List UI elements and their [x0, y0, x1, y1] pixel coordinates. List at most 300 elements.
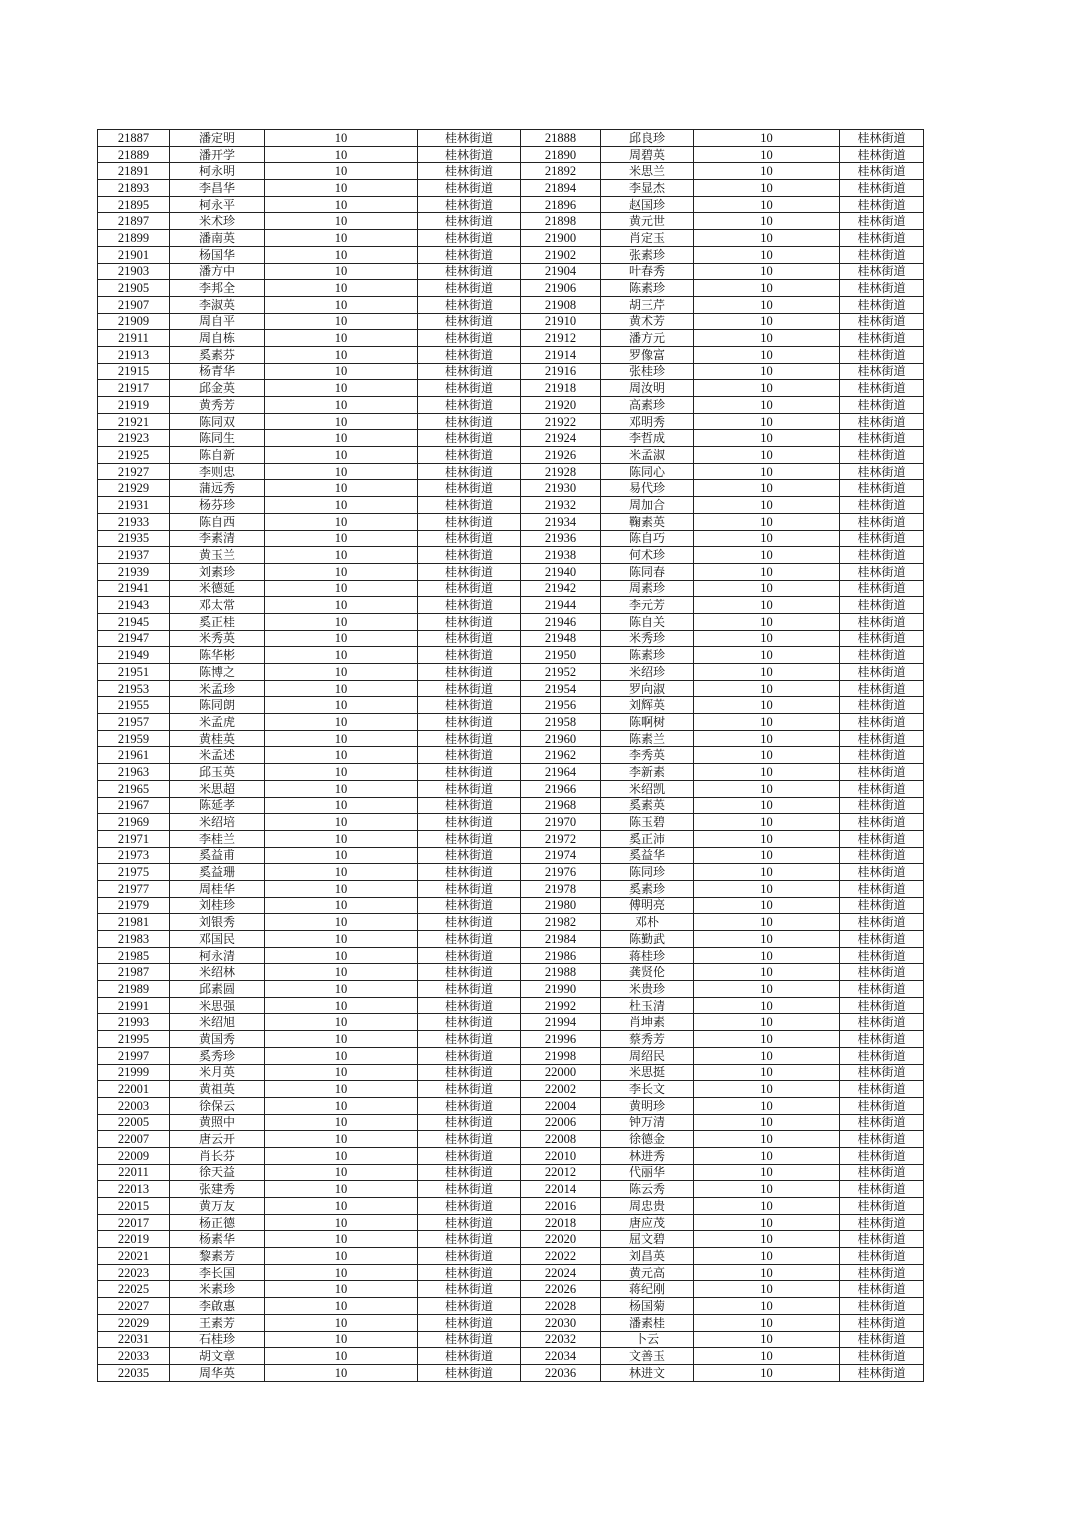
name-cell: 奚正桂: [170, 613, 265, 630]
street-cell: 桂林街道: [840, 630, 924, 647]
serial-cell: 21942: [521, 580, 601, 597]
name-cell: 李长文: [601, 1081, 694, 1098]
serial-cell: 21959: [98, 730, 170, 747]
name-cell: 潘素桂: [601, 1314, 694, 1331]
name-cell: 李秀英: [601, 747, 694, 764]
amount-cell: 10: [265, 180, 418, 197]
name-cell: 林进秀: [601, 1147, 694, 1164]
serial-cell: 21940: [521, 563, 601, 580]
name-cell: 李元芳: [601, 597, 694, 614]
street-cell: 桂林街道: [418, 513, 521, 530]
name-cell: 黄秀芳: [170, 397, 265, 414]
serial-cell: 21921: [98, 413, 170, 430]
name-cell: 杨芬珍: [170, 497, 265, 514]
amount-cell: 10: [265, 697, 418, 714]
table-row: [98, 563, 924, 580]
name-cell: 邱玉英: [170, 764, 265, 781]
serial-cell: 21950: [521, 647, 601, 664]
amount-cell: 10: [694, 146, 840, 163]
street-cell: 桂林街道: [418, 897, 521, 914]
name-cell: 胡三芹: [601, 296, 694, 313]
table-row: [98, 1214, 924, 1231]
street-cell: 桂林街道: [840, 1198, 924, 1215]
amount-cell: 10: [694, 730, 840, 747]
amount-cell: 10: [265, 363, 418, 380]
serial-cell: 21990: [521, 981, 601, 998]
street-cell: 桂林街道: [840, 497, 924, 514]
amount-cell: 10: [694, 230, 840, 247]
amount-cell: 10: [694, 714, 840, 731]
serial-cell: 21978: [521, 880, 601, 897]
serial-cell: 21948: [521, 630, 601, 647]
serial-cell: 21939: [98, 563, 170, 580]
serial-cell: 22010: [521, 1147, 601, 1164]
serial-cell: 21952: [521, 664, 601, 681]
amount-cell: 10: [694, 864, 840, 881]
amount-cell: 10: [694, 897, 840, 914]
name-cell: 陈素珍: [601, 280, 694, 297]
serial-cell: 21979: [98, 897, 170, 914]
amount-cell: 10: [694, 814, 840, 831]
serial-cell: 21938: [521, 547, 601, 564]
amount-cell: 10: [694, 880, 840, 897]
street-cell: 桂林街道: [418, 747, 521, 764]
name-cell: 陈自新: [170, 447, 265, 464]
serial-cell: 21941: [98, 580, 170, 597]
name-cell: 黄元世: [601, 213, 694, 230]
table-row: [98, 1314, 924, 1331]
serial-cell: 22017: [98, 1214, 170, 1231]
table-row: [98, 830, 924, 847]
serial-cell: 21994: [521, 1014, 601, 1031]
name-cell: 米思兰: [601, 163, 694, 180]
street-cell: 桂林街道: [418, 1147, 521, 1164]
table-row: [98, 1198, 924, 1215]
serial-cell: 22030: [521, 1314, 601, 1331]
street-cell: 桂林街道: [418, 864, 521, 881]
serial-cell: 22019: [98, 1231, 170, 1248]
name-cell: 米绍培: [170, 814, 265, 831]
serial-cell: 21892: [521, 163, 601, 180]
name-cell: 米绍凯: [601, 780, 694, 797]
street-cell: 桂林街道: [418, 1364, 521, 1381]
amount-cell: 10: [694, 830, 840, 847]
serial-cell: 21968: [521, 797, 601, 814]
table-row: [98, 246, 924, 263]
serial-cell: 21982: [521, 914, 601, 931]
name-cell: 邓明秀: [601, 413, 694, 430]
name-cell: 陈同朗: [170, 697, 265, 714]
serial-cell: 21929: [98, 480, 170, 497]
table-row: [98, 363, 924, 380]
name-cell: 徐天益: [170, 1164, 265, 1181]
table-row: [98, 1364, 924, 1381]
amount-cell: 10: [265, 664, 418, 681]
amount-cell: 10: [265, 1314, 418, 1331]
name-cell: 潘方中: [170, 263, 265, 280]
serial-cell: 21891: [98, 163, 170, 180]
street-cell: 桂林街道: [840, 1331, 924, 1348]
amount-cell: 10: [265, 497, 418, 514]
amount-cell: 10: [694, 1298, 840, 1315]
amount-cell: 10: [265, 714, 418, 731]
name-cell: 陈自巧: [601, 530, 694, 547]
name-cell: 陈啊树: [601, 714, 694, 731]
name-cell: 米秀珍: [601, 630, 694, 647]
name-cell: 陈博之: [170, 664, 265, 681]
amount-cell: 10: [265, 263, 418, 280]
street-cell: 桂林街道: [840, 580, 924, 597]
name-cell: 米德延: [170, 580, 265, 597]
street-cell: 桂林街道: [840, 563, 924, 580]
name-cell: 邱良珍: [601, 130, 694, 147]
name-cell: 石桂珍: [170, 1331, 265, 1348]
amount-cell: 10: [694, 1198, 840, 1215]
serial-cell: 21987: [98, 964, 170, 981]
street-cell: 桂林街道: [418, 947, 521, 964]
amount-cell: 10: [694, 346, 840, 363]
name-cell: 何术珍: [601, 547, 694, 564]
amount-cell: 10: [265, 1081, 418, 1098]
amount-cell: 10: [694, 497, 840, 514]
amount-cell: 10: [694, 947, 840, 964]
table-row: [98, 747, 924, 764]
amount-cell: 10: [265, 146, 418, 163]
street-cell: 桂林街道: [840, 280, 924, 297]
name-cell: 李显杰: [601, 180, 694, 197]
street-cell: 桂林街道: [418, 1064, 521, 1081]
serial-cell: 21894: [521, 180, 601, 197]
name-cell: 叶春秀: [601, 263, 694, 280]
serial-cell: 21973: [98, 847, 170, 864]
amount-cell: 10: [265, 1198, 418, 1215]
name-cell: 柯永清: [170, 947, 265, 964]
amount-cell: 10: [694, 1114, 840, 1131]
amount-cell: 10: [265, 547, 418, 564]
table-row: [98, 1248, 924, 1265]
street-cell: 桂林街道: [840, 1348, 924, 1365]
street-cell: 桂林街道: [840, 1298, 924, 1315]
table-row: [98, 597, 924, 614]
name-cell: 奚素芬: [170, 346, 265, 363]
serial-cell: 22034: [521, 1348, 601, 1365]
table-row: [98, 1147, 924, 1164]
amount-cell: 10: [265, 1181, 418, 1198]
amount-cell: 10: [694, 530, 840, 547]
name-cell: 李哲成: [601, 430, 694, 447]
amount-cell: 10: [265, 1348, 418, 1365]
serial-cell: 21920: [521, 397, 601, 414]
name-cell: 奚益甫: [170, 847, 265, 864]
amount-cell: 10: [694, 563, 840, 580]
serial-cell: 22022: [521, 1248, 601, 1265]
street-cell: 桂林街道: [418, 680, 521, 697]
amount-cell: 10: [694, 1314, 840, 1331]
amount-cell: 10: [265, 1164, 418, 1181]
serial-cell: 21971: [98, 830, 170, 847]
serial-cell: 21934: [521, 513, 601, 530]
name-cell: 米孟述: [170, 747, 265, 764]
amount-cell: 10: [265, 480, 418, 497]
serial-cell: 21986: [521, 947, 601, 964]
serial-cell: 21937: [98, 547, 170, 564]
serial-cell: 21897: [98, 213, 170, 230]
street-cell: 桂林街道: [840, 730, 924, 747]
table-row: [98, 1097, 924, 1114]
serial-cell: 21975: [98, 864, 170, 881]
street-cell: 桂林街道: [840, 363, 924, 380]
serial-cell: 22011: [98, 1164, 170, 1181]
serial-cell: 21996: [521, 1031, 601, 1048]
amount-cell: 10: [265, 413, 418, 430]
street-cell: 桂林街道: [418, 797, 521, 814]
name-cell: 李啟惠: [170, 1298, 265, 1315]
street-cell: 桂林街道: [840, 447, 924, 464]
serial-cell: 21895: [98, 196, 170, 213]
serial-cell: 21995: [98, 1031, 170, 1048]
name-cell: 米素珍: [170, 1281, 265, 1298]
name-cell: 米术珍: [170, 213, 265, 230]
amount-cell: 10: [694, 997, 840, 1014]
table-row: [98, 580, 924, 597]
name-cell: 周忠贵: [601, 1198, 694, 1215]
street-cell: 桂林街道: [418, 547, 521, 564]
amount-cell: 10: [694, 513, 840, 530]
name-cell: 周自平: [170, 313, 265, 330]
name-cell: 王素芳: [170, 1314, 265, 1331]
table-row: [98, 380, 924, 397]
street-cell: 桂林街道: [840, 764, 924, 781]
name-cell: 奚素英: [601, 797, 694, 814]
amount-cell: 10: [265, 814, 418, 831]
street-cell: 桂林街道: [840, 864, 924, 881]
name-cell: 米绍旭: [170, 1014, 265, 1031]
amount-cell: 10: [265, 1014, 418, 1031]
street-cell: 桂林街道: [418, 246, 521, 263]
name-cell: 钟万清: [601, 1114, 694, 1131]
name-cell: 邓太常: [170, 597, 265, 614]
name-cell: 杨素华: [170, 1231, 265, 1248]
name-cell: 李新素: [601, 764, 694, 781]
table-row: [98, 296, 924, 313]
amount-cell: 10: [265, 130, 418, 147]
amount-cell: 10: [694, 847, 840, 864]
amount-cell: 10: [694, 246, 840, 263]
amount-cell: 10: [265, 730, 418, 747]
table-row: [98, 1181, 924, 1198]
amount-cell: 10: [694, 1364, 840, 1381]
table-row: [98, 1264, 924, 1281]
street-cell: 桂林街道: [840, 346, 924, 363]
table-row: [98, 1131, 924, 1148]
table-row: [98, 1114, 924, 1131]
name-cell: 杨正德: [170, 1214, 265, 1231]
name-cell: 周自栋: [170, 330, 265, 347]
street-cell: 桂林街道: [840, 263, 924, 280]
amount-cell: 10: [694, 413, 840, 430]
serial-cell: 22005: [98, 1114, 170, 1131]
name-cell: 陈勤武: [601, 931, 694, 948]
table-row: [98, 530, 924, 547]
name-cell: 高素珍: [601, 397, 694, 414]
name-cell: 周碧英: [601, 146, 694, 163]
amount-cell: 10: [265, 296, 418, 313]
serial-cell: 22000: [521, 1064, 601, 1081]
street-cell: 桂林街道: [840, 1314, 924, 1331]
street-cell: 桂林街道: [840, 463, 924, 480]
name-cell: 唐云开: [170, 1131, 265, 1148]
street-cell: 桂林街道: [418, 263, 521, 280]
amount-cell: 10: [265, 1214, 418, 1231]
serial-cell: 22035: [98, 1364, 170, 1381]
amount-cell: 10: [265, 1331, 418, 1348]
street-cell: 桂林街道: [840, 947, 924, 964]
serial-cell: 21966: [521, 780, 601, 797]
amount-cell: 10: [265, 463, 418, 480]
table-row: [98, 914, 924, 931]
street-cell: 桂林街道: [840, 747, 924, 764]
street-cell: 桂林街道: [418, 280, 521, 297]
name-cell: 奚素珍: [601, 880, 694, 897]
serial-cell: 21988: [521, 964, 601, 981]
serial-cell: 22036: [521, 1364, 601, 1381]
street-cell: 桂林街道: [840, 680, 924, 697]
serial-cell: 21999: [98, 1064, 170, 1081]
street-cell: 桂林街道: [418, 213, 521, 230]
name-cell: 邓国民: [170, 931, 265, 948]
street-cell: 桂林街道: [418, 1014, 521, 1031]
name-cell: 卜云: [601, 1331, 694, 1348]
street-cell: 桂林街道: [418, 764, 521, 781]
name-cell: 蒲远秀: [170, 480, 265, 497]
name-cell: 胡文章: [170, 1348, 265, 1365]
street-cell: 桂林街道: [418, 430, 521, 447]
amount-cell: 10: [265, 914, 418, 931]
amount-cell: 10: [694, 1047, 840, 1064]
amount-cell: 10: [694, 1164, 840, 1181]
amount-cell: 10: [265, 680, 418, 697]
name-cell: 陈华彬: [170, 647, 265, 664]
name-cell: 柯永明: [170, 163, 265, 180]
amount-cell: 10: [694, 397, 840, 414]
table-row: [98, 1164, 924, 1181]
amount-cell: 10: [265, 1248, 418, 1265]
amount-cell: 10: [694, 580, 840, 597]
name-cell: 李则忠: [170, 463, 265, 480]
serial-cell: 22012: [521, 1164, 601, 1181]
table-row: [98, 630, 924, 647]
serial-cell: 21974: [521, 847, 601, 864]
street-cell: 桂林街道: [418, 480, 521, 497]
serial-cell: 21972: [521, 830, 601, 847]
serial-cell: 21926: [521, 447, 601, 464]
amount-cell: 10: [265, 163, 418, 180]
serial-cell: 21957: [98, 714, 170, 731]
table-row: [98, 1031, 924, 1048]
serial-cell: 22031: [98, 1331, 170, 1348]
street-cell: 桂林街道: [418, 997, 521, 1014]
serial-cell: 21961: [98, 747, 170, 764]
amount-cell: 10: [694, 697, 840, 714]
serial-cell: 22028: [521, 1298, 601, 1315]
amount-cell: 10: [694, 964, 840, 981]
name-cell: 周绍民: [601, 1047, 694, 1064]
amount-cell: 10: [694, 1231, 840, 1248]
street-cell: 桂林街道: [840, 1181, 924, 1198]
amount-cell: 10: [694, 213, 840, 230]
amount-cell: 10: [694, 547, 840, 564]
street-cell: 桂林街道: [418, 146, 521, 163]
street-cell: 桂林街道: [418, 1264, 521, 1281]
amount-cell: 10: [265, 1114, 418, 1131]
street-cell: 桂林街道: [418, 497, 521, 514]
name-cell: 张建秀: [170, 1181, 265, 1198]
table-row: [98, 697, 924, 714]
serial-cell: 21910: [521, 313, 601, 330]
name-cell: 米贵珍: [601, 981, 694, 998]
street-cell: 桂林街道: [418, 163, 521, 180]
name-cell: 徐德金: [601, 1131, 694, 1148]
street-cell: 桂林街道: [418, 630, 521, 647]
name-cell: 蒋桂珍: [601, 947, 694, 964]
amount-cell: 10: [265, 346, 418, 363]
street-cell: 桂林街道: [418, 847, 521, 864]
street-cell: 桂林街道: [840, 997, 924, 1014]
amount-cell: 10: [265, 797, 418, 814]
serial-cell: 21947: [98, 630, 170, 647]
amount-cell: 10: [694, 647, 840, 664]
name-cell: 陈同珍: [601, 864, 694, 881]
amount-cell: 10: [265, 764, 418, 781]
name-cell: 黄照中: [170, 1114, 265, 1131]
name-cell: 陈同双: [170, 413, 265, 430]
street-cell: 桂林街道: [840, 1014, 924, 1031]
serial-cell: 21930: [521, 480, 601, 497]
name-cell: 刘昌英: [601, 1248, 694, 1265]
table-row: [98, 1064, 924, 1081]
name-cell: 周桂华: [170, 880, 265, 897]
serial-cell: 21911: [98, 330, 170, 347]
amount-cell: 10: [694, 180, 840, 197]
serial-cell: 22024: [521, 1264, 601, 1281]
amount-cell: 10: [265, 880, 418, 897]
table-row: [98, 547, 924, 564]
name-cell: 陈云秀: [601, 1181, 694, 1198]
street-cell: 桂林街道: [840, 513, 924, 530]
amount-cell: 10: [265, 563, 418, 580]
street-cell: 桂林街道: [840, 530, 924, 547]
amount-cell: 10: [265, 864, 418, 881]
amount-cell: 10: [694, 914, 840, 931]
serial-cell: 21922: [521, 413, 601, 430]
table-row: [98, 864, 924, 881]
name-cell: 周汝明: [601, 380, 694, 397]
serial-cell: 21951: [98, 664, 170, 681]
table-row: [98, 313, 924, 330]
street-cell: 桂林街道: [840, 1097, 924, 1114]
amount-cell: 10: [694, 480, 840, 497]
amount-cell: 10: [694, 1131, 840, 1148]
name-cell: 黄术芳: [601, 313, 694, 330]
name-cell: 邓朴: [601, 914, 694, 931]
street-cell: 桂林街道: [418, 981, 521, 998]
amount-cell: 10: [265, 1047, 418, 1064]
table-row: [98, 931, 924, 948]
serial-cell: 21903: [98, 263, 170, 280]
amount-cell: 10: [265, 780, 418, 797]
serial-cell: 22007: [98, 1131, 170, 1148]
street-cell: 桂林街道: [418, 880, 521, 897]
